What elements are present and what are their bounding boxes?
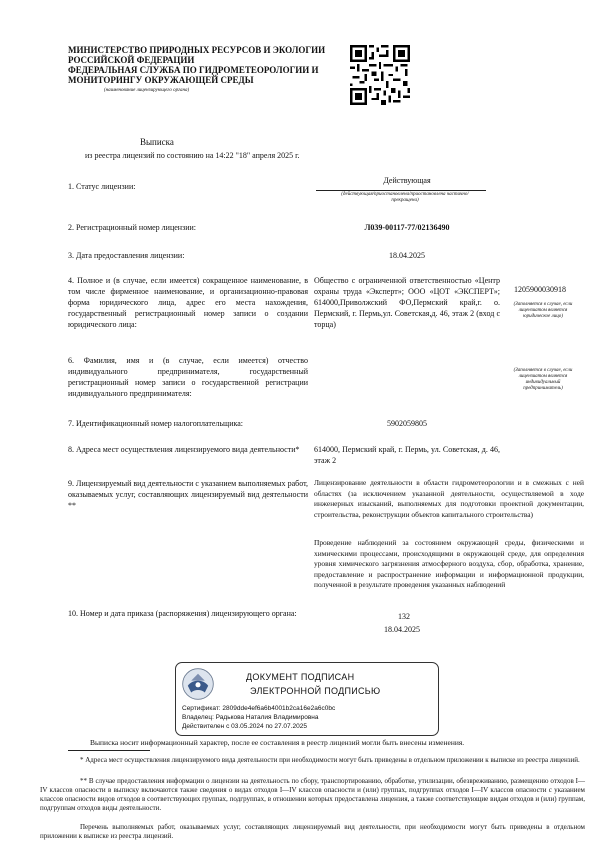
ogrn-code: 1205900030918: [514, 285, 566, 294]
org-side-note: (Заполняется в случае, если лицензиатом является юридическое лицо): [513, 302, 573, 319]
header-line-4: МОНИТОРИНГУ ОКРУЖАЮЩЕЙ СРЕДЫ: [68, 75, 254, 85]
footnote-rule: [68, 750, 150, 751]
header-line-3: ФЕДЕРАЛЬНАЯ СЛУЖБА ПО ГИДРОМЕТЕОРОЛОГИИ И: [68, 65, 319, 75]
regnum-value: Л039-00117-77/02136490: [364, 223, 450, 232]
inn-value: 5902059805: [387, 419, 427, 428]
order-date: 18.04.2025: [384, 625, 420, 634]
ip-label: 6. Фамилия, имя и (в случае, если имеется) отчество индивидуального предпринимателя, государственный регистрационный номер записи о государственной регистрации индивидуального предпринимателя:: [68, 356, 308, 398]
signature-owner: Владелец: Радькова Наталия Владимировна: [182, 714, 319, 721]
authority-header: [68, 45, 338, 96]
footnote-2: ** В случае предоставления информации о лицензии на деятельность по сбору, транспортированию, обработке, утилизации, обезвреживанию, размещению отходов I—IV классов опасности в выписку включаются также сведения о видах отходов I—IV классов опасности и (или) группах, подгруппах отходов I—IV классов опасности с указанием классов опасности видов отходов в соответствующих группах, подгруппах, в отношении которых предоставлена лицензия, а также соответствующие видам отходов и (или) группам, подгруппам отходов виды деятельности.: [40, 777, 585, 812]
e-signature-stamp: [175, 662, 439, 736]
ip-side-note: (Заполняется в случае, если лицензиатом является индивидуальный предприниматель): [513, 368, 573, 391]
info-note: Выписка носит информационный характер, после ее составления в реестр лицензий могли быть внесены изменения.: [90, 738, 465, 747]
status-label: 1. Статус лицензии:: [68, 182, 136, 191]
document-subtitle: из реестра лицензий по состоянию на 14:22 "18" апреля 2025 г.: [85, 151, 300, 160]
header-line-1: МИНИСТЕРСТВО ПРИРОДНЫХ РЕСУРСОВ И ЭКОЛОГИИ: [68, 45, 326, 55]
status-value: Действующая: [383, 176, 431, 185]
date-value: 18.04.2025: [389, 251, 425, 260]
activity-value-1: Лицензирование деятельности в области гидрометеорологии и в смежных с ней областях (за исключением указанной деятельности, осуществляемой в ходе инженерных изысканий, выполняемых для подготовки проектной документации, строительства, реконструкции объектов капитального строительства): [314, 478, 584, 519]
header-note: (наименование лицензирующего органа): [104, 88, 190, 93]
addr-label: 8. Адреса мест осуществления лицензируемого вида деятельности*: [68, 445, 300, 454]
order-number: 132: [398, 612, 410, 621]
emblem-icon: [181, 667, 215, 701]
document-title: Выписка: [140, 137, 174, 147]
footnote-1: * Адреса мест осуществления лицензируемого вида деятельности при необходимости могут быть приведены в отдельном приложении к выписке из реестра лицензий.: [80, 756, 580, 764]
inn-label: 7. Идентификационный номер налогоплательщика:: [68, 419, 244, 428]
signature-title-2: ЭЛЕКТРОННОЙ ПОДПИСЬЮ: [250, 686, 381, 696]
footnote-3: Перечень выполняемых работ, оказываемых услуг, составляющих лицензируемый вид деятельности, при необходимости могут быть приведены в отдельном приложении к выписке из реестра лицензий.: [40, 823, 585, 840]
org-label: 4. Полное и (в случае, если имеется) сокращенное наименование, в том числе фирменное наименование, и организационно-правовая форма юридического лица, адрес его места нахождения, государственный регистрационный номер записи о создании юридического лица:: [68, 276, 308, 329]
status-note: (действующая/приостановлена/приостановлена частично/прекращена): [341, 192, 469, 203]
qr-code: [350, 45, 410, 105]
status-underline: [316, 190, 486, 191]
activity-value-2: Проведение наблюдений за состоянием окружающей среды, физическими и химическими процессами, происходящими в окружающей среде, для определения уровня химического загрязнения атмосферного воздуха, сбор, обработка, хранение, предоставление и распространение информации и информационной продукции, полученной в результате проведения указанных наблюдений: [314, 538, 584, 589]
signature-valid: Действителен с 03.05.2024 по 27.07.2025: [182, 723, 307, 730]
order-label: 10. Номер и дата приказа (распоряжения) лицензирующего органа:: [68, 609, 297, 618]
activity-label: 9. Лицензируемый вид деятельности с указанием выполняемых работ, оказываемых услуг, составляющих лицензируемый вид деятельности **: [68, 479, 308, 510]
signature-cert: Сертификат: 2809dde4ef6a6b4001b2ca16e2a6c0bc: [182, 705, 336, 712]
addr-value: 614000, Пермский край, г. Пермь, ул. Советская, д. 46, этаж 2: [314, 445, 500, 465]
date-label: 3. Дата предоставления лицензии:: [68, 251, 185, 260]
regnum-label: 2. Регистрационный номер лицензии:: [68, 223, 197, 232]
header-line-2: РОССИЙСКОЙ ФЕДЕРАЦИИ: [68, 55, 195, 65]
signature-title-1: ДОКУМЕНТ ПОДПИСАН: [246, 672, 355, 682]
org-value: Общество с ограниченной ответственностью «Центр охраны труда «Эксперт»; ООО «ЦОТ «ЭКСПЕРТ»; 614000,Приволжский ФО,Пермский край,г. о. Пермский, г. Пермь,ул. Советская,д. 46, этаж 2 (вход с торца): [314, 276, 500, 329]
